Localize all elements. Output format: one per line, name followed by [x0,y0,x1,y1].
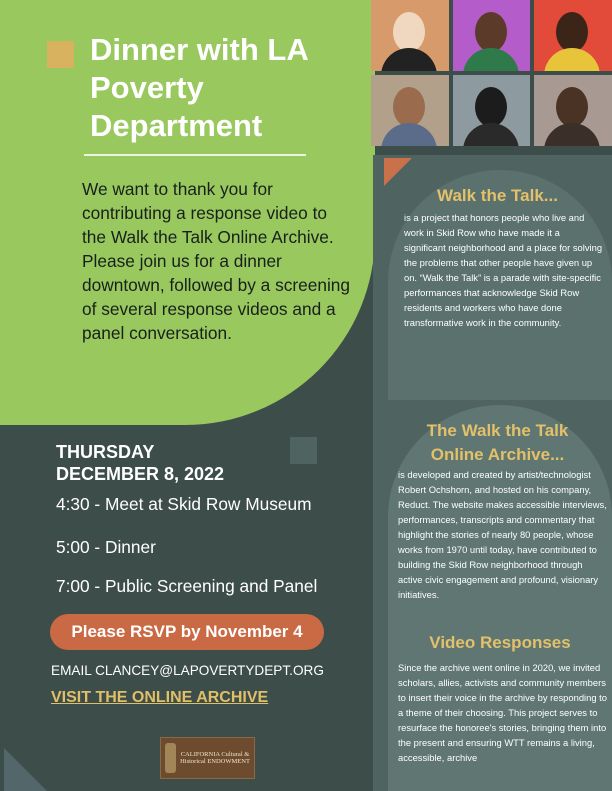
schedule-item-screening: 7:00 - Public Screening and Panel [56,576,318,596]
california-endowment-logo [160,737,255,779]
portrait-grid [371,0,612,146]
portrait-image [371,0,449,71]
endowment-emblem-icon [165,743,176,773]
email-contact[interactable]: EMAIL CLANCEY@LAPOVERTYDEPT.ORG [51,663,324,678]
rsvp-button[interactable]: Please RSVP by November 4 [50,614,324,650]
portrait-image [371,75,449,146]
event-date [56,441,296,485]
section-body-video-responses: Since the archive went online in 2020, we invited scholars, allies, activists and community members to insert their voice in the archive by responding to a theme of their choosing. This project serves to resurface the honoree's stories, bringing them into the present and ensuring WTT remains a living, accessible, archive [398,662,607,763]
page-title: Dinner with LA Poverty Department [90,32,308,143]
event-date-full: DECEMBER 8, 2022 [56,464,225,484]
section-heading-walk-the-talk: Walk the Talk... [437,186,558,205]
visit-archive-link[interactable]: VISIT THE ONLINE ARCHIVE [51,689,269,706]
bottom-triangle-ornament [4,748,47,791]
portrait-image [534,75,612,146]
intro-paragraph: We want to thank you for contributing a response video to the Walk the Talk Online Archive. Please join us for a dinner downtown, followed by a screening of several response videos and a panel conversation. [82,179,351,343]
section-heading-online-archive: The Walk the Talk Online Archive... [426,421,569,464]
section-heading-video-responses: Video Responses [429,633,571,652]
section-body-walk-the-talk: is a project that honors people who live and work in Skid Row who have made it a significant neighborhood and a place for solving the problems that other people have given up on. “Walk the Talk” is a parade with site-specific performances that acknowledge Skid Row residents and workers who have done transformative work in the community. [404,212,603,328]
portrait-image [453,0,531,71]
logo-text: CALIFORNIA Cultural & Historical ENDOWMENT [180,750,250,765]
schedule-item-dinner: 5:00 - Dinner [56,537,156,557]
event-weekday: THURSDAY [56,442,155,462]
orange-triangle-ornament [384,158,412,186]
schedule-item-meet: 4:30 - Meet at Skid Row Museum [56,494,312,514]
title-divider [84,154,306,156]
portrait-image [534,0,612,71]
gold-square-ornament [47,41,74,68]
portrait-image [453,75,531,146]
section-body-online-archive: is developed and created by artist/technologist Robert Ochshorn, and hosted on his company, Reduct. The website makes accessible interviews, performances, transcripts and commentary that highlight the stories of nearly 80 people, whose works from 1970 until today, have contributed to building the Skid Row neighborhood through active civic engagement and profound, visionary initiatives. [398,469,607,600]
